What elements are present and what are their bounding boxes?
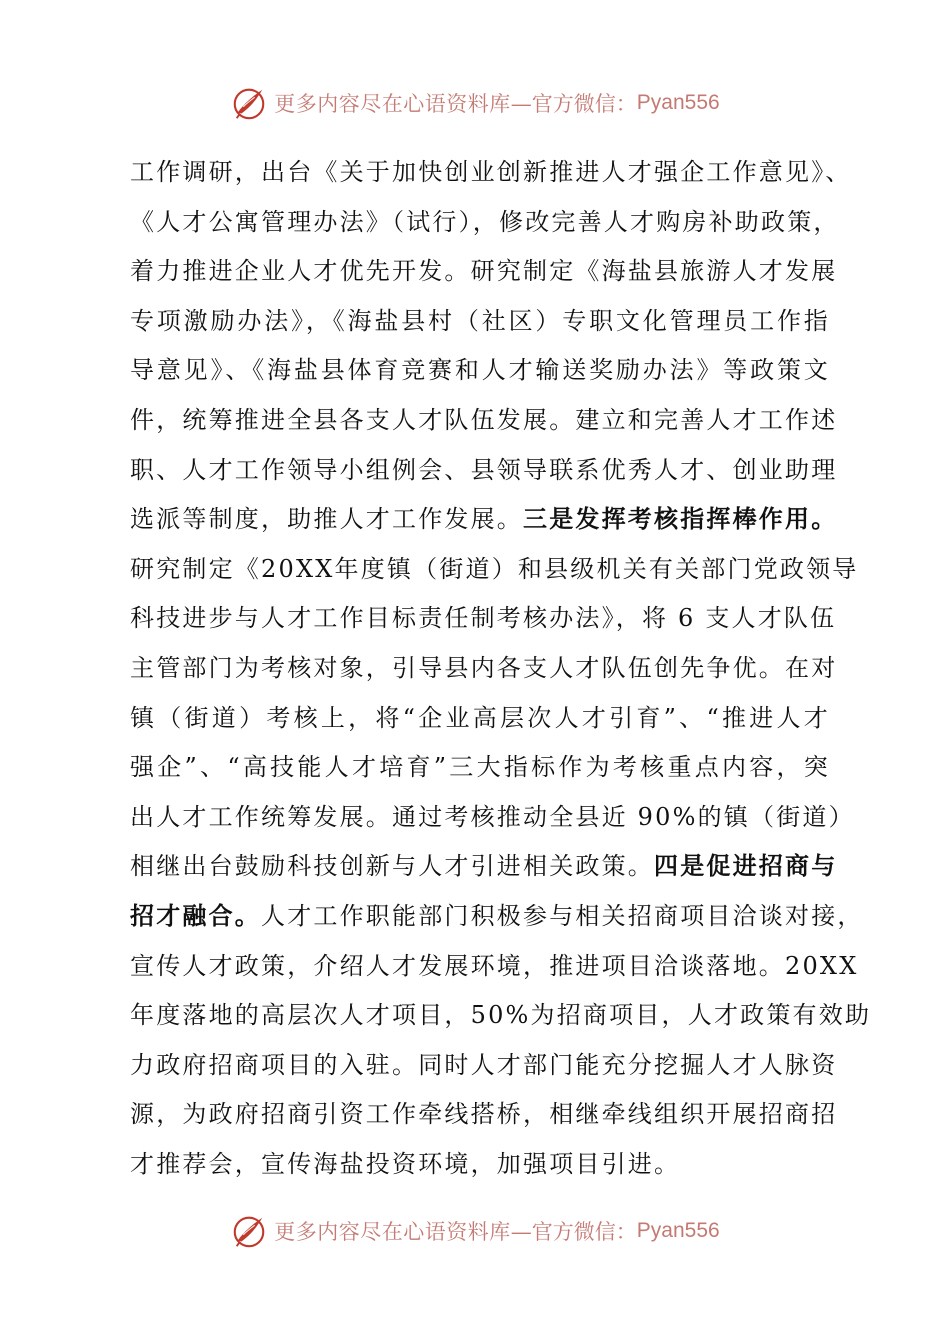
text-line: 强企”、“高技能人才培育”三大指标作为考核重点内容，突 <box>130 753 830 782</box>
text-line: 力政府招商项目的入驻。同时人才部门能充分挖掘人才人脉资 <box>130 1050 838 1079</box>
text-run: 人才工作职能部门积极参与相关招商项目洽谈对接， <box>261 901 864 930</box>
text-line: 出人才工作统筹发展。通过考核推动全县近 90%的镇（街道） <box>130 802 855 831</box>
text-line: 年度落地的高层次人才项目，50%为招商项目，人才政策有效助 <box>130 1001 872 1030</box>
bold-heading-three: 三是发挥考核指挥棒作用。 <box>523 505 838 534</box>
text-line: 着力推进企业人才优先开发。研究制定《海盐县旅游人才发展 <box>130 257 838 286</box>
text-run: 相继出台鼓励科技创新与人才引进相关政策。 <box>130 852 654 881</box>
text-line: 件，统筹推进全县各支人才队伍发展。建立和完善人才工作述 <box>130 405 838 434</box>
text-line: 专项激励办法》，《海盐县村（社区）专职文化管理员工作指 <box>130 306 830 335</box>
bold-heading-four: 四是促进招商与 <box>654 852 838 881</box>
watermark-wechat-id: Pyan556 <box>636 91 720 114</box>
text-run: 选派等制度，助推人才工作发展。 <box>130 505 523 534</box>
footer-watermark <box>0 1206 950 1256</box>
text-line: 职、人才工作领导小组例会、县领导联系优秀人才、创业助理 <box>130 455 838 484</box>
text-line <box>130 892 864 942</box>
text-line: 宣传人才政策，介绍人才发展环境，推进项目洽谈落地。20XX <box>130 951 859 980</box>
watermark-site-text: 更多内容尽在心语资料库 <box>274 92 511 116</box>
text-line: 镇（街道）考核上，将“企业高层次人才引育”、“推进人才 <box>130 703 830 732</box>
text-line: 工作调研，出台《关于加快创业创新推进人才强企工作意见》、 <box>130 158 852 186</box>
quill-logo-icon <box>230 84 268 122</box>
text-line: 研究制定《20XX年度镇（街道）和县级机关有关部门党政领导 <box>130 554 859 583</box>
text-line <box>130 495 838 545</box>
header-watermark <box>0 78 950 128</box>
quill-logo-icon <box>230 1212 268 1250</box>
text-line <box>130 842 838 892</box>
text-line: 《人才公寓管理办法》（试行），修改完善人才购房补助政策， <box>130 207 840 236</box>
bold-heading-four-cont: 招才融合。 <box>130 901 261 930</box>
watermark-wechat-id: Pyan556 <box>636 1219 720 1242</box>
watermark-separator: —官方微信： <box>510 92 637 116</box>
document-body <box>130 148 872 1189</box>
text-line: 科技进步与人才工作目标责任制考核办法》，将 6 支人才队伍 <box>130 604 837 633</box>
watermark-separator: —官方微信： <box>510 1220 637 1244</box>
watermark-site-text: 更多内容尽在心语资料库 <box>274 1220 511 1244</box>
text-line: 主管部门为考核对象，引导县内各支人才队伍创先争优。在对 <box>130 653 838 682</box>
text-line: 导意见》、《海盐县体育竞赛和人才输送奖励办法》等政策文 <box>130 356 830 385</box>
text-line: 源，为政府招商引资工作牵线搭桥，相继牵线组织开展招商招 <box>130 1100 838 1129</box>
text-line: 才推荐会，宣传海盐投资环境，加强项目引进。 <box>130 1149 681 1178</box>
